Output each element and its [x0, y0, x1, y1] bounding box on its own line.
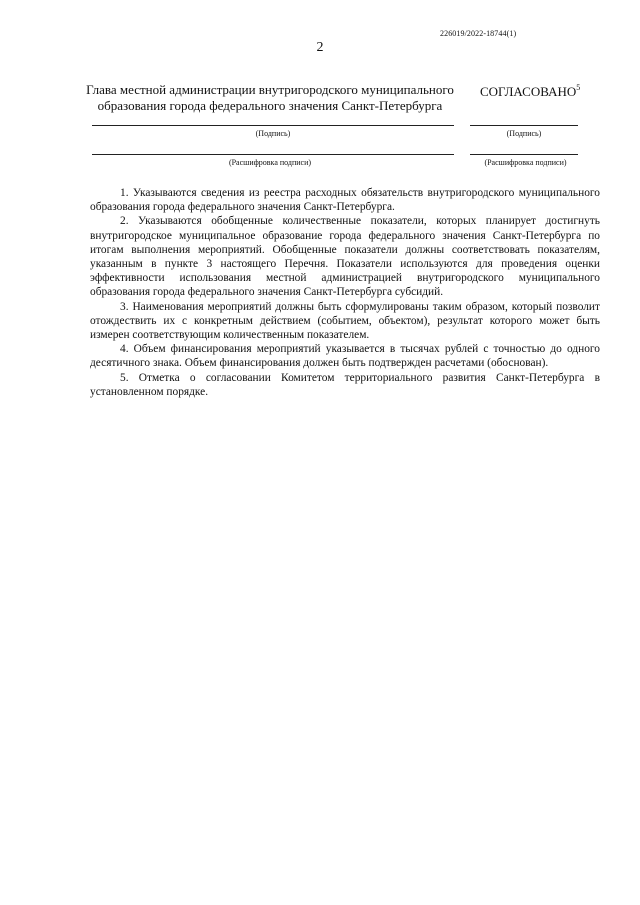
- signatory-title: [60, 82, 480, 114]
- signatory-title-line-1: Глава местной администрации внутригородского муниципального: [86, 82, 454, 97]
- decoding-line-right: [470, 154, 578, 155]
- footnote-paragraph-1: 1. Указываются сведения из реестра расходных обязательств внутригородского муниципального образования города федерального значения Санкт-Петербурга.: [90, 187, 600, 214]
- signature-caption-right: (Подпись): [506, 129, 542, 138]
- footnotes-section: [90, 186, 600, 399]
- decoding-caption-right: (Расшифровка подписи): [484, 158, 567, 167]
- approval-footnote-mark: 5: [576, 83, 581, 92]
- page-number: 2: [316, 40, 324, 55]
- signature-line-left: [92, 125, 454, 126]
- document-number: 226019/2022-18744(1): [440, 29, 517, 38]
- approval-label: [480, 80, 580, 100]
- decoding-line-left: [92, 154, 454, 155]
- signature-caption-left: (Подпись): [255, 129, 291, 138]
- footnote-paragraph-2: 2. Указываются обобщенные количественные показатели, которых планирует достигнуть внутригородское муниципальное образование города федерального значения Санкт-Петербурга по итогам выполнения мероприятий. Обобщенные показатели должны соответствовать показателям, указанным в пункте 3 настоящего Перечня. Показатели используются для проведения оценки эффективности использования местной администрацией внутригородского муниципального образования города федерального значения Санкт-Петербурга субсидий.: [90, 215, 600, 299]
- footnote-paragraph-4: 4. Объем финансирования мероприятий указывается в тысячах рублей с точностью до одного десятичного знака. Объем финансирования должен быть подтвержден расчетами (обоснован).: [90, 343, 600, 370]
- footnote-paragraph-5: 5. Отметка о согласовании Комитетом территориального развития Санкт-Петербурга в установленном порядке.: [90, 371, 600, 398]
- approval-text: СОГЛАСОВАНО: [480, 84, 577, 99]
- decoding-caption-left: (Расшифровка подписи): [228, 158, 312, 167]
- signature-line-right: [470, 125, 578, 126]
- footnote-paragraph-3: 3. Наименования мероприятий должны быть сформулированы таким образом, который позволит отождествить их с конкретным действием (событием, объектом), результат которого может быть измерен соответствующим количественным показателем.: [90, 300, 600, 342]
- signatory-title-line-2: образования города федерального значения Санкт-Петербурга: [97, 98, 443, 113]
